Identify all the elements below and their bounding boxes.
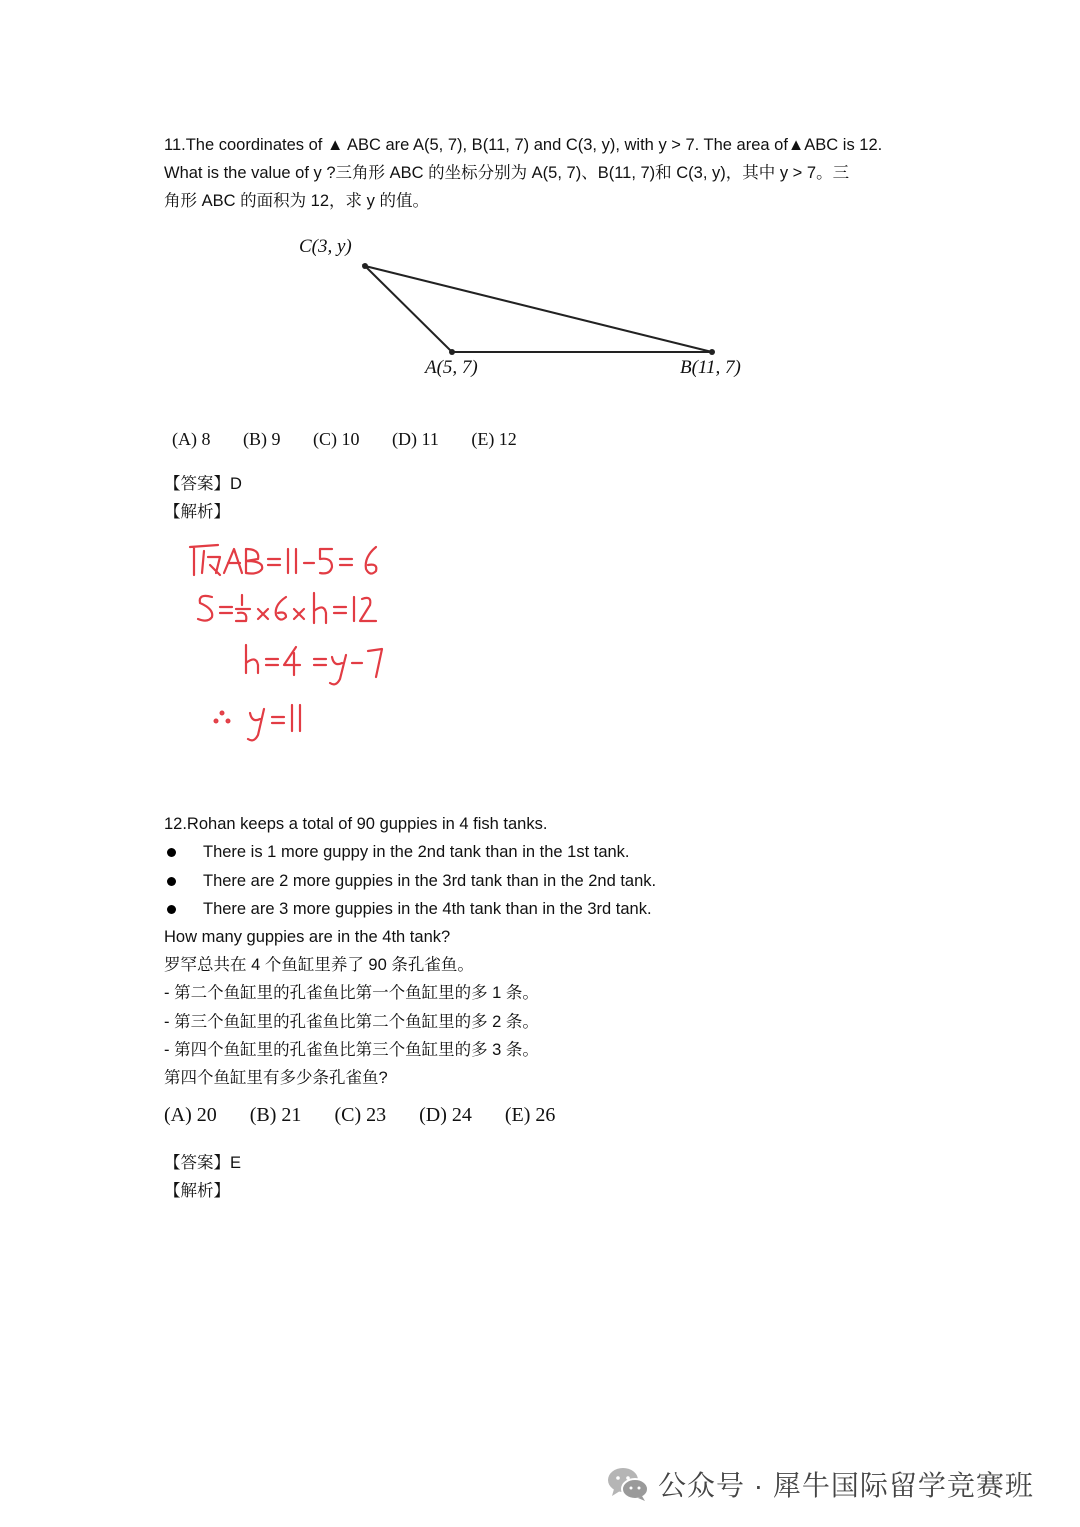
q12-option-b: (B) 21: [249, 1104, 302, 1126]
q12-option-d: (D) 24: [419, 1104, 472, 1126]
watermark-text: 公众号 · 犀牛国际留学竞赛班: [658, 1470, 1034, 1501]
q12-bullet-1: [164, 838, 630, 867]
q12-zh-line-2: - 第二个鱼缸里的孔雀鱼比第一个鱼缸里的多 1 条。: [164, 984, 539, 1002]
triangle-abc: [365, 266, 712, 352]
q12-bullet-3-text: There are 3 more guppies in the 4th tank than in the 3rd tank.: [203, 900, 652, 918]
q11-option-c: (C) 10: [313, 429, 360, 449]
q12-bullet-2: [164, 867, 656, 896]
q12-zh-line-3: - 第三个鱼缸里的孔雀鱼比第二个鱼缸里的多 2 条。: [164, 1013, 539, 1031]
q12-bullet-1-text: There is 1 more guppy in the 2nd tank than in the 1st tank.: [203, 843, 630, 861]
q11-line-2: What is the value of y ?三角形 ABC 的坐标分别为 A(5, 7)、B(11, 7)和 C(3, y)，其中 y > 7。三: [164, 164, 850, 182]
handwritten-solution: [180, 535, 420, 755]
wechat-icon: [606, 1465, 650, 1503]
label-c: C(3, y): [299, 236, 352, 257]
q12-option-a: (A) 20: [164, 1104, 217, 1126]
q12-zh-line-5: 第四个鱼缸里有多少条孔雀鱼?: [164, 1069, 388, 1087]
q12-option-e: (E) 26: [504, 1104, 556, 1126]
q12-bullet-3: [164, 895, 652, 924]
point-b: [709, 349, 715, 355]
q11-line-3: 角形 ABC 的面积为 12，求 y 的值。: [164, 192, 429, 210]
q11-analysis-label: 【解析】: [164, 503, 230, 521]
hand-line-2: [198, 593, 376, 623]
hand-line-3: [246, 645, 382, 684]
q12-answer: 【答案】E: [164, 1154, 242, 1172]
point-c: [362, 263, 368, 269]
q11-option-b: (B) 9: [243, 429, 281, 449]
bullet-dot: [167, 848, 176, 857]
q12-bullet-2-text: There are 2 more guppies in the 3rd tank than in the 2nd tank.: [203, 872, 657, 890]
q12-zh-line-4: - 第四个鱼缸里的孔雀鱼比第三个鱼缸里的多 3 条。: [164, 1041, 539, 1059]
point-a: [449, 349, 455, 355]
hand-line-1: [190, 545, 376, 575]
q12-question: How many guppies are in the 4th tank?: [164, 928, 451, 946]
label-a: A(5, 7): [425, 357, 478, 378]
q12-analysis-label: 【解析】: [164, 1182, 230, 1200]
bullet-dot: [167, 905, 176, 914]
q12-options: [164, 1104, 583, 1127]
hand-line-4: [215, 705, 300, 740]
q11-option-a: (A) 8: [172, 429, 211, 449]
q11-line-1: 11.The coordinates of ▲ ABC are A(5, 7), B(11, 7) and C(3, y), with y > 7. The area of▲ABC is 12.: [164, 136, 883, 154]
q12-line-1: 12.Rohan keeps a total of 90 guppies in 4 fish tanks.: [164, 815, 548, 833]
q11-answer: 【答案】D: [164, 475, 242, 493]
q12-option-c: (C) 23: [334, 1104, 387, 1126]
q11-option-e: (E) 12: [471, 429, 517, 449]
label-b: B(11, 7): [680, 357, 741, 378]
triangle-figure: [0, 0, 1080, 400]
q11-options: [172, 429, 545, 450]
bullet-dot: [167, 877, 176, 886]
q12-zh-line-1: 罗罕总共在 4 个鱼缸里养了 90 条孔雀鱼。: [164, 956, 474, 974]
watermark: [606, 1464, 1034, 1504]
q11-option-d: (D) 11: [392, 429, 439, 449]
